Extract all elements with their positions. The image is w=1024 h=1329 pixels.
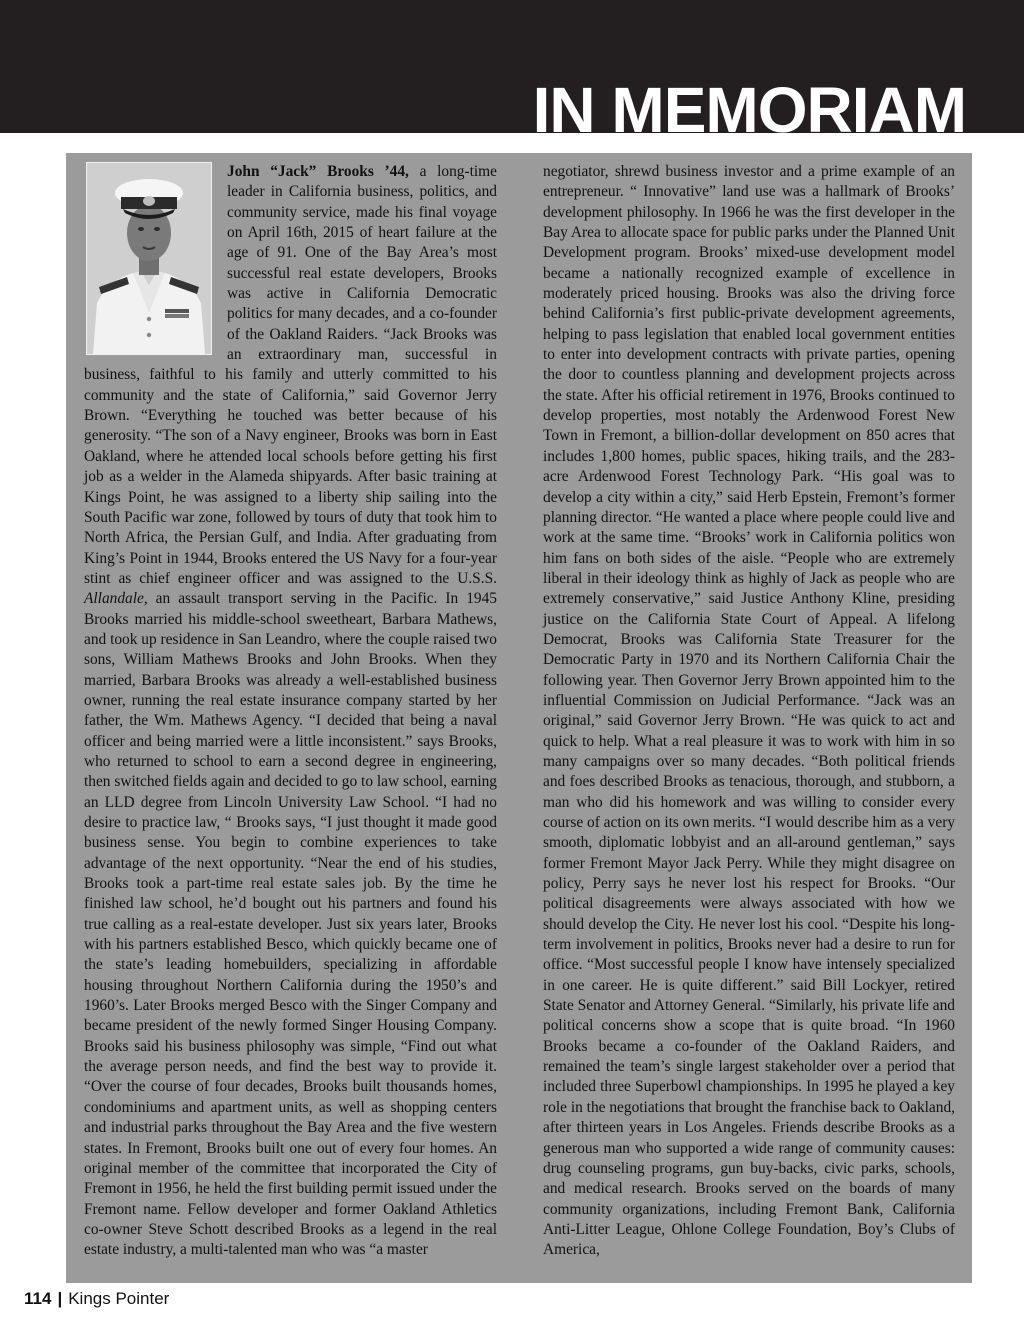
page-number: 114 [24,1289,52,1308]
article-column-right [543,162,955,1261]
page-footer [24,1289,169,1309]
article-text-left-part-2: , an assault transport serving in the Pacific. In 1945 Brooks married his middle-school sweetheart, Barbara Mathews, and took up residence in San Leandro, where the couple raised two sons, William Mathews Brooks and John Brooks. When they married, Barbara Brooks was already a well-established business owner, running the real estate insurance company started by her father, the Wm. Mathews Agency. “I decided that being a naval officer and being married were a little inconsistent.” says Brooks, who returned to school to earn a second degree in engineering, then switched fields again and decided to go to law school, earning an LLD degree from Lincoln University Law School. “I had no desire to practice law, “ Brooks says, “I just thought it made good business sense. You begin to combine experiences to take advantage of the next opportunity. “Near the end of his studies, Brooks took a part-time real estate sales job. By the time he finished law school, he’d bought out his partners and found his true calling as a real-estate developer. Just six years later, Brooks with his partners established Besco, which quickly became one of the state’s leading homebuilders, specializing in affordable housing throughout Northern California during the 1950’s and 1960’s. Later Brooks merged Besco with the Singer Company and became president of the newly formed Singer Housing Company. Brooks said his business philosophy was simple, “Find out what the average person needs, and find the best way to provide it. “Over the course of four decades, Brooks built thousands homes, condominiums and apartment units, as well as shopping centers and industrial parks throughout the Bay Area and the five western states. In Fremont, Brooks built one out of every four homes. An original member of the committee that incorporated the City of Fremont in 1956, he held the first building permit issued under the Fremont name. Fellow developer and former Oakland Athletics co-owner Steve Schott described Brooks as a legend in the real estate industry, a multi-talented man who was “a master [84,590,497,1259]
subject-name: John “Jack” Brooks ’44, [227,163,409,180]
publication-name: Kings Pointer [68,1289,170,1308]
portrait-photo [86,162,212,355]
footer-separator: | [57,1289,63,1308]
article-text-left-part-1: a long-time leader in California business, politics, and community service, made his final voyage on April 16th, 2015 of heart failure at the age of 91. One of the Bay Area’s most successful real estate developers, Brooks was active in California Democratic politics for many decades, and a co-founder of the Oakland Raiders. “Jack Brooks was an extraordinary man, successful in business, faithful to his family and utterly committed to his community and the state of California,” said Governor Jerry Brown. “Everything he touched was better because of his generosity. “The son of a Navy engineer, Brooks was born in East Oakland, where he attended local schools before getting his first job as a welder in the Alameda shipyards. After basic training at Kings Point, he was assigned to a liberty ship sailing into the South Pacific war zone, followed by tours of duty that took him to North Africa, the Persian Gulf, and India. After graduating from King’s Point in 1944, Brooks entered the US Navy for a four-year stint as chief engineer officer and was assigned to the U.S.S. [84,163,497,587]
article-panel [66,153,972,1283]
section-title: IN MEMORIAM [532,74,966,146]
portrait-icon [87,163,211,354]
article-text-right: negotiator, shrewd business investor and a prime example of an entrepreneur. “ Innovative” land use was a hallmark of Brooks’ development philosophy. In 1966 he was the first developer in the Bay Area to allocate space for public parks under the Planned Unit Development program. Brooks’ mixed-use development model became a nationally recognized example of excellence in moderately priced housing. Brooks was also the driving force behind California’s first public-private development agreements, helping to pass legislation that enabled local government entities to enter into development contracts with private parties, opening the door to countless planning and development projects across the state. After his official retirement in 1976, Brooks continued to develop properties, most notably the Ardenwood Forest New Town in Fremont, a billion-dollar development on 850 acres that includes 1,800 homes, public spaces, hiking trails, and the 283-acre Ardenwood Forest Technology Park. “His goal was to develop a city within a city,” said Herb Epstein, Fremont’s former planning director. “He wanted a place where people could live and work at the same time. “Brooks’ work in California politics won him fans on both sides of the aisle. “People who are extremely liberal in their ideology think as highly of Jack as people who are extremely conservative,” said Justice Anthony Kline, presiding justice on the California State Court of Appeal. A lifelong Democrat, Brooks was California State Treasurer for the Democratic Party in 1970 and its Northern California Chair the following year. Then Governor Jerry Brown appointed him to the influential Commission on Judicial Performance. “Jack was an original,” said Governor Jerry Brown. “He was quick to act and quick to help. What a real pleasure it was to work with him in so many campaigns over so many decades. “Both political friends and foes described Brooks as tenacious, thorough, and stubborn, a man who did his homework and was willing to consider every course of action on its own merits. “I would describe him as a very smooth, diplomatic lobbyist and an all-around gentleman,” says former Fremont Mayor Jack Perry. While they might disagree on policy, Perry says he never lost his respect for Brooks. “Our political disagreements were always associated with how we should develop the City. He never lost his cool. “Despite his long-term involvement in politics, Brooks never had a desire to run for office. “Most successful people I know have intensely specialized in one career. He is quite different.” said Bill Lockyer, retired State Senator and Attorney General. “Similarly, his private life and political concerns show a scope that is quite broad. “In 1960 Brooks became a co-founder of the Oakland Raiders, and remained the team’s single largest stakeholder over a period that included three Superbowl championships. In 1995 he played a key role in the negotiations that brought the franchise back to Oakland, after thirteen years in Los Angeles. Friends describe Brooks as a generous man who supported a wide range of community causes: drug counseling programs, gun buy-backs, civic parks, schools, and medical research. Brooks served on the boards of many community organizations, including Fremont Bank, California Anti-Litter League, Ohlone College Foundation, Boy’s Clubs of America, [543,163,956,1259]
article-column-left [84,162,497,1261]
ship-name: Allandale [84,590,144,608]
